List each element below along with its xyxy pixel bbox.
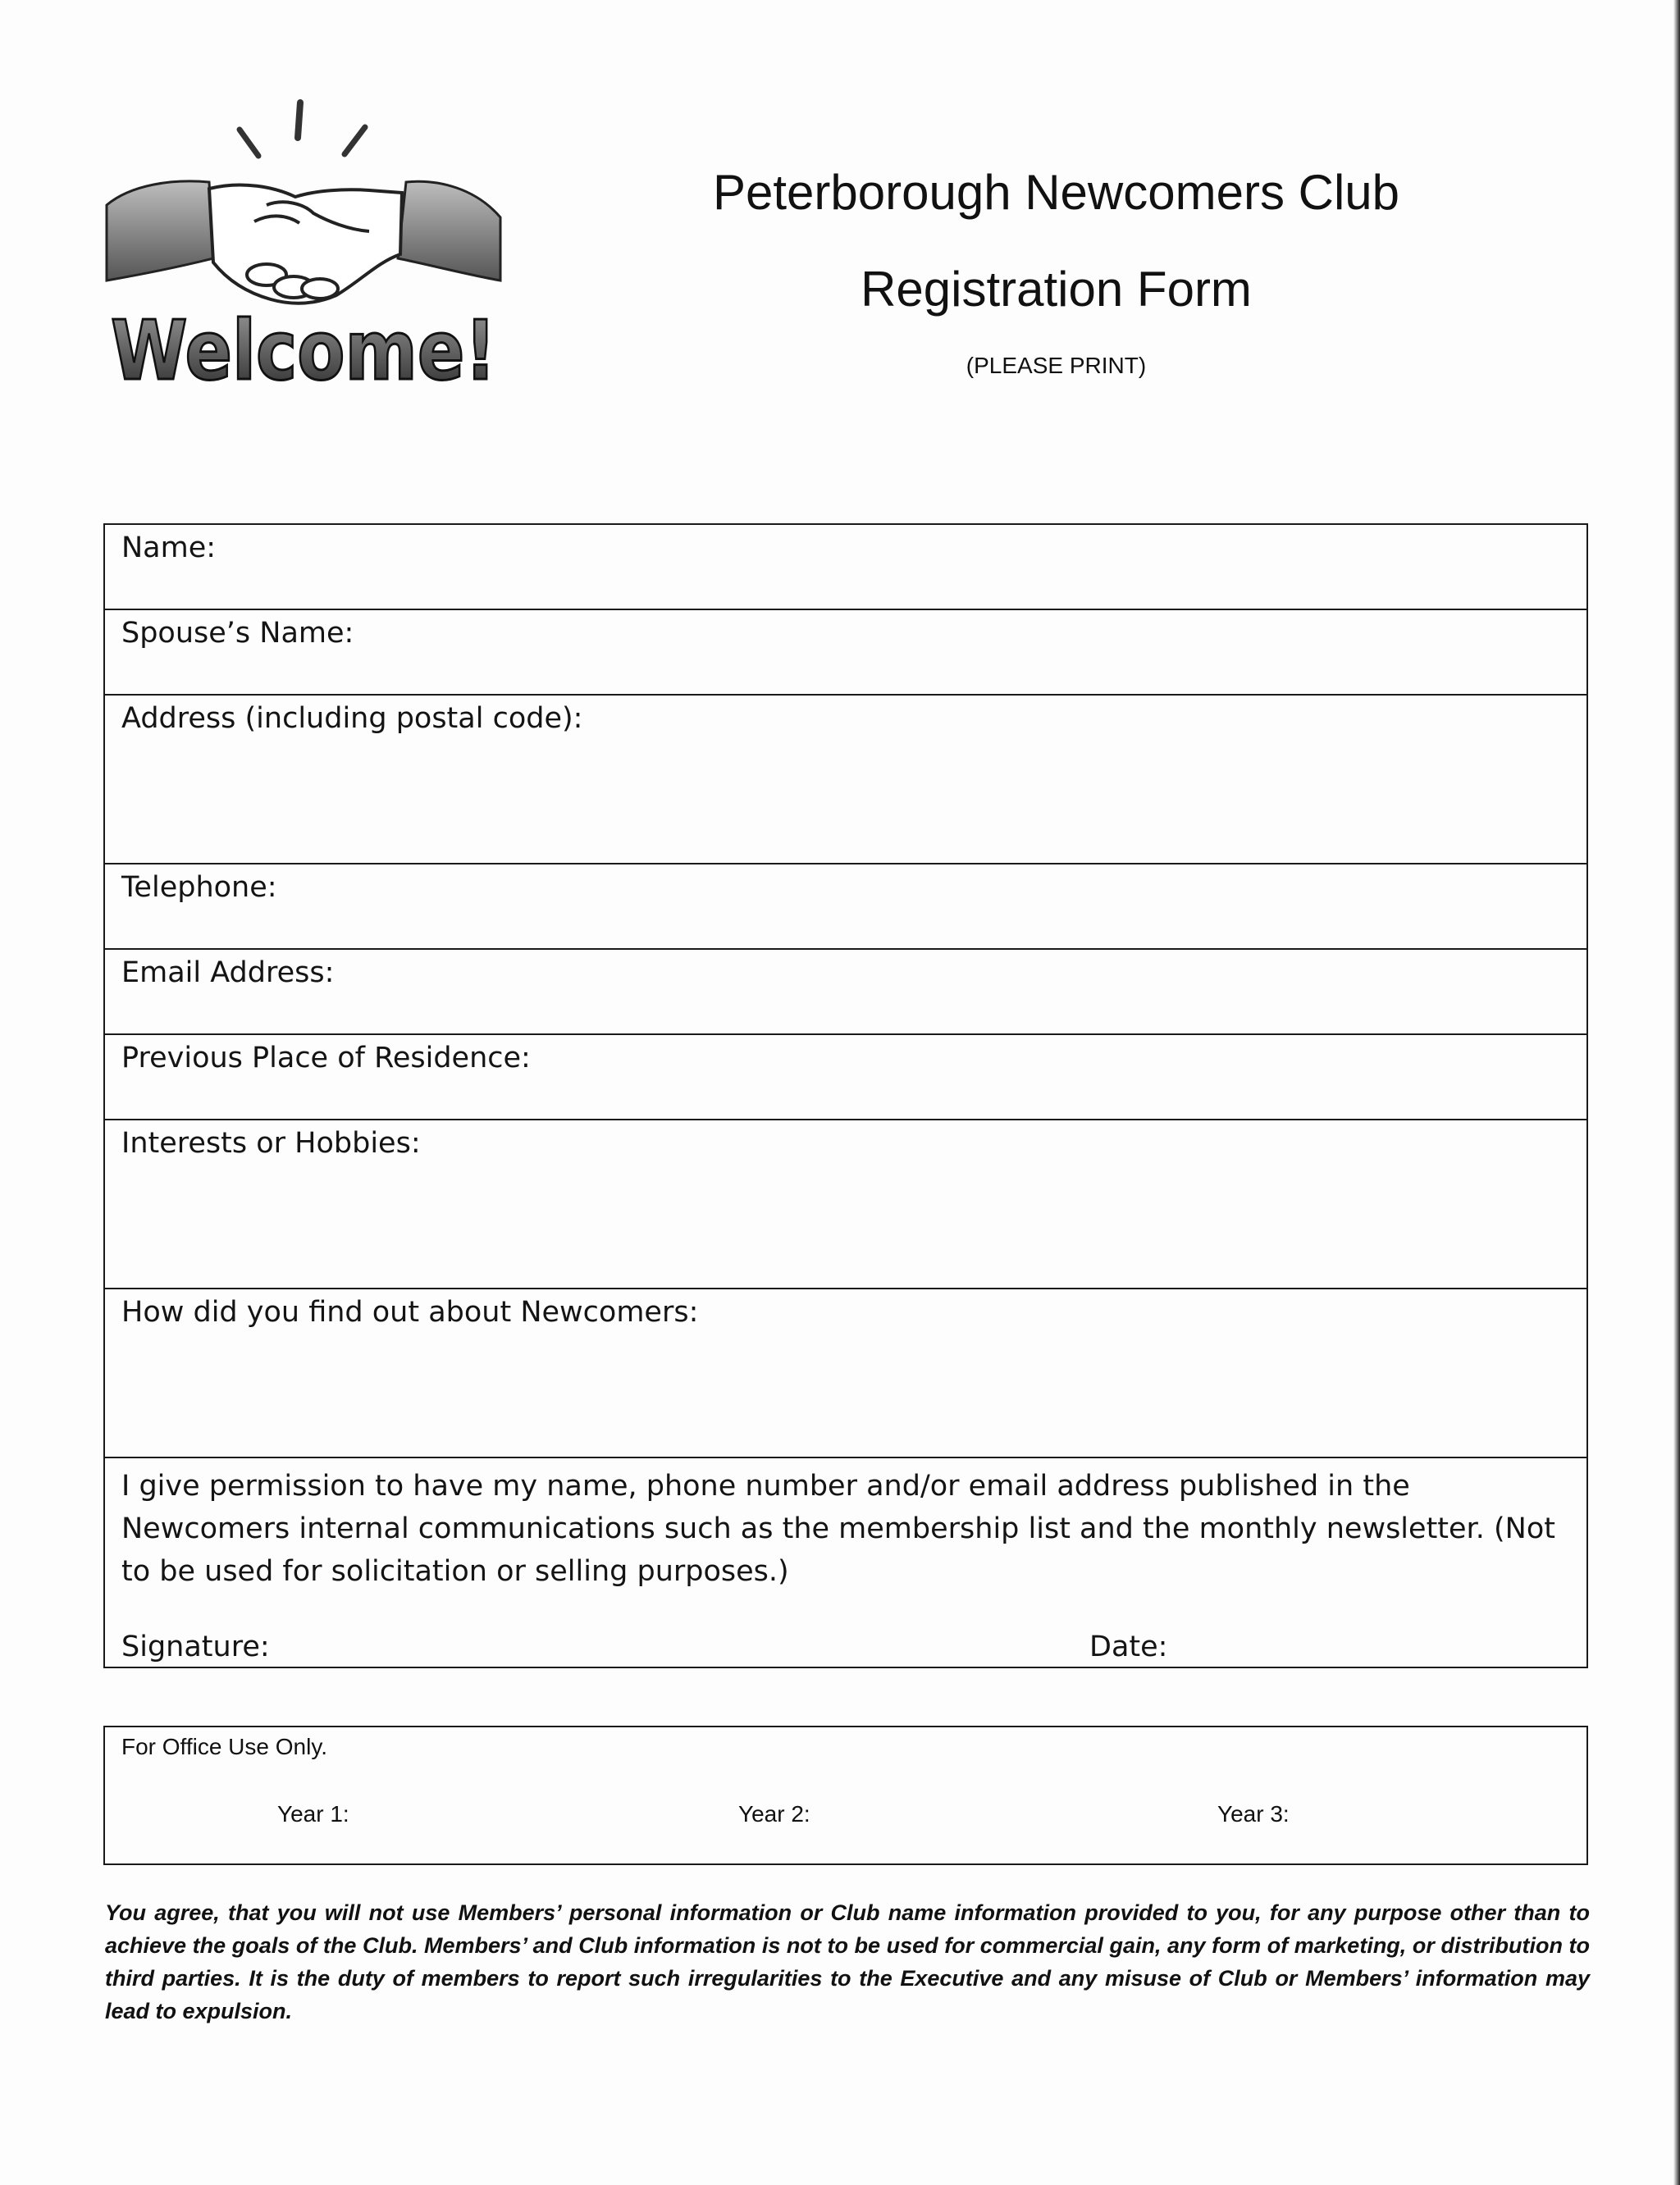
year-3-field[interactable]: Year 3: — [1217, 1801, 1290, 1827]
name-field[interactable] — [105, 525, 1586, 610]
logo-welcome-text: Welcome! — [111, 303, 496, 399]
welcome-logo — [98, 90, 509, 399]
previous-residence-field[interactable] — [105, 1035, 1586, 1120]
registration-form — [103, 523, 1588, 1668]
address-label: Address (including postal code): — [121, 702, 583, 735]
referral-label: How did you find out about Newcomers: — [121, 1296, 699, 1329]
handshake-icon — [98, 90, 509, 399]
privacy-disclaimer: You agree, that you will not use Members’ personal information or Club name information provided to you, for any purpose other than to achieve the goals of the Club. Members’ and Club information is not to be used for commercial gain, any form of marketing, or distribution to third parties. It is the duty of members to report such irregularities to the Executive and any misuse of Club or Members’ information may lead to expulsion. — [105, 1900, 1590, 2023]
office-use-title: For Office Use Only. — [121, 1734, 328, 1759]
interests-field[interactable] — [105, 1120, 1586, 1289]
previous-residence-label: Previous Place of Residence: — [121, 1042, 531, 1074]
name-label: Name: — [121, 531, 217, 564]
spouse-name-label: Spouse’s Name: — [121, 617, 354, 650]
telephone-label: Telephone: — [121, 871, 277, 904]
email-label: Email Address: — [121, 956, 335, 989]
interests-label: Interests or Hobbies: — [121, 1127, 421, 1160]
year-2-field[interactable]: Year 2: — [738, 1801, 810, 1827]
page-edge — [1673, 0, 1680, 2185]
email-field[interactable] — [105, 950, 1586, 1035]
print-instruction: (PLEASE PRINT) — [966, 353, 1147, 378]
telephone-field[interactable] — [105, 864, 1586, 950]
referral-field[interactable] — [105, 1289, 1586, 1458]
office-use-box — [103, 1726, 1588, 1865]
spouse-name-field[interactable] — [105, 610, 1586, 696]
org-title: Peterborough Newcomers Club — [712, 165, 1400, 220]
permission-section — [105, 1458, 1586, 1667]
signature-field[interactable]: Signature: — [121, 1631, 270, 1663]
form-title: Registration Form — [861, 262, 1252, 317]
address-field[interactable] — [105, 696, 1586, 864]
date-field[interactable]: Date: — [1089, 1631, 1168, 1663]
year-1-field[interactable]: Year 1: — [277, 1801, 349, 1827]
permission-text: I give permission to have my name, phone number and/or email address published in the Newcomers internal communications such as the membership list and the monthly newsletter. (Not to be used for solicitation or selling purposes.) — [121, 1470, 1555, 1588]
